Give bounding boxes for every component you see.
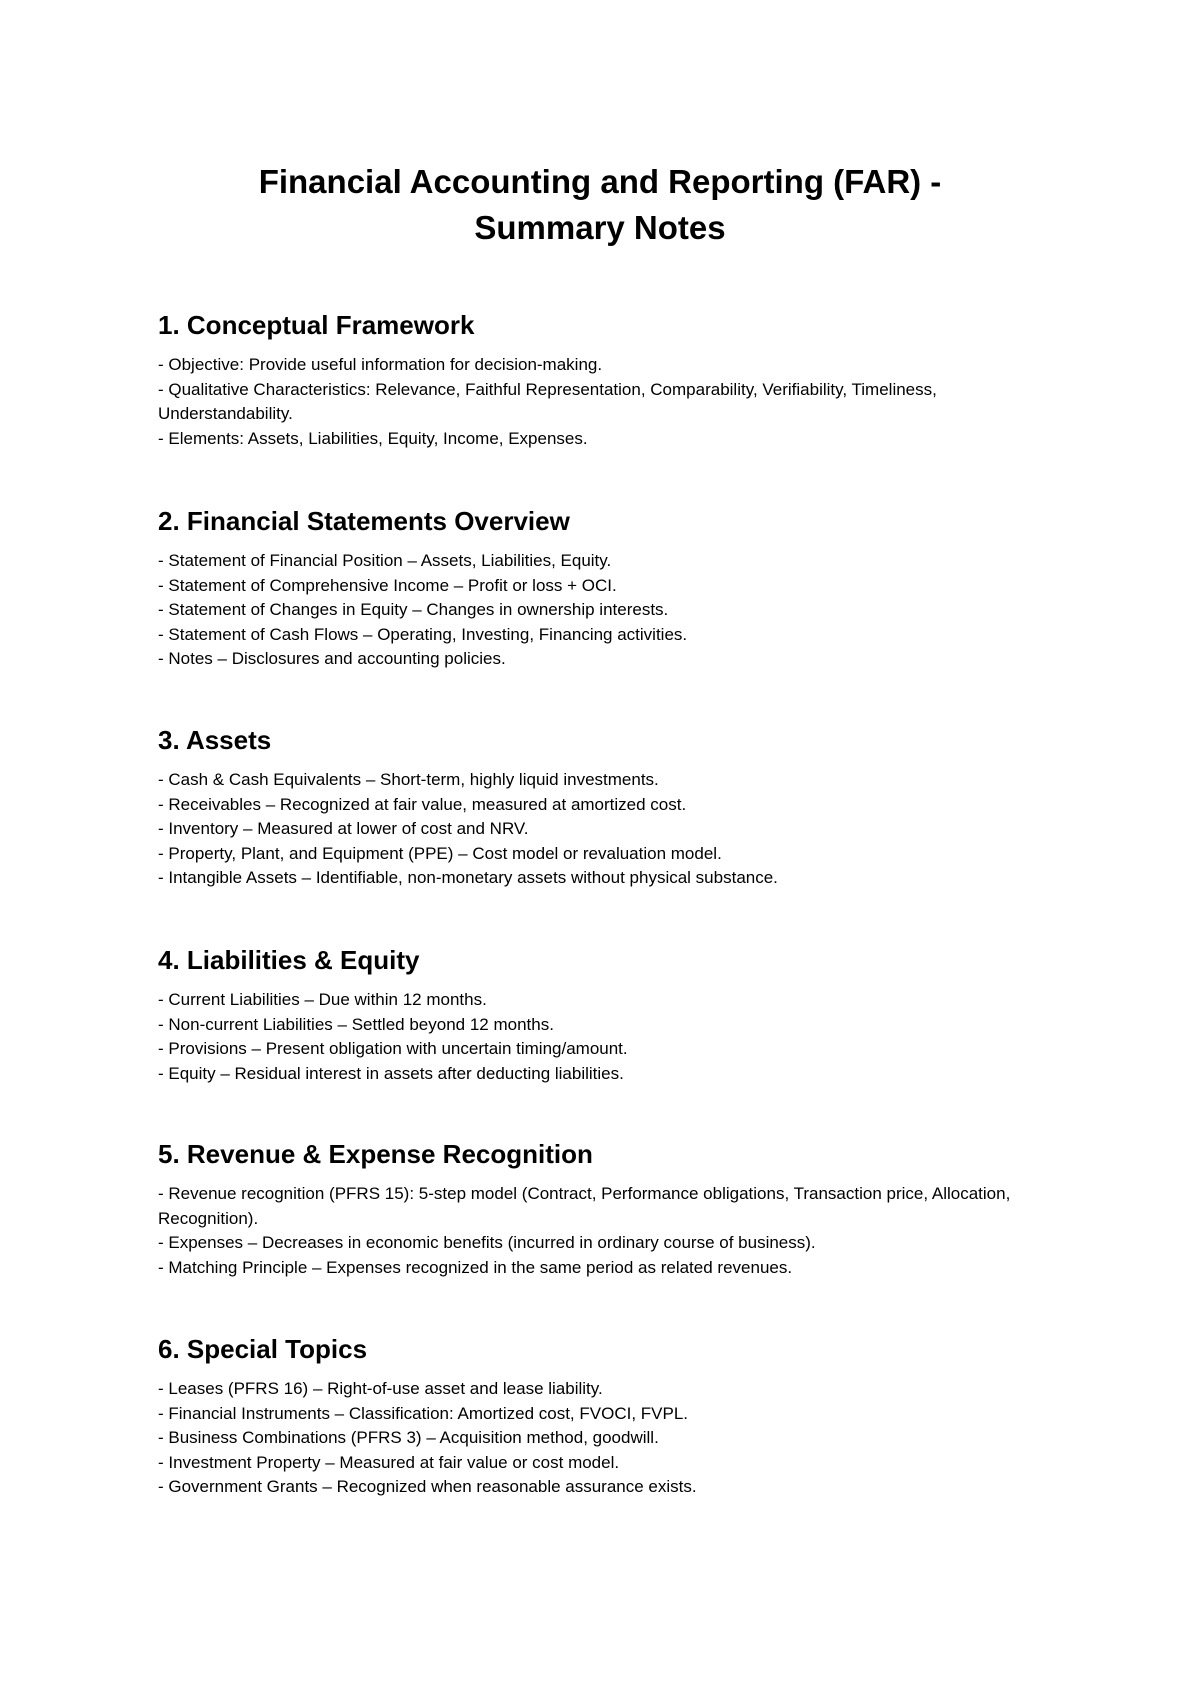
list-item: - Statement of Changes in Equity – Changes in ownership interests.	[158, 600, 669, 619]
section-heading: 5. Revenue & Expense Recognition	[158, 1139, 593, 1169]
list-item: - Government Grants – Recognized when reasonable assurance exists.	[158, 1477, 697, 1496]
list-item: - Statement of Cash Flows – Operating, Investing, Financing activities.	[158, 624, 688, 644]
list-item: - Matching Principle – Expenses recognized in the same period as related revenues.	[158, 1257, 793, 1277]
list-item: - Investment Property – Measured at fair value or cost model.	[158, 1452, 620, 1472]
list-item: - Cash & Cash Equivalents – Short-term, highly liquid investments.	[158, 770, 659, 789]
list-item: - Statement of Comprehensive Income – Profit or loss + OCI.	[158, 575, 617, 595]
list-item: - Financial Instruments – Classification: Amortized cost, FVOCI, FVPL.	[158, 1403, 689, 1423]
list-item: - Leases (PFRS 16) – Right-of-use asset and lease liability.	[158, 1379, 603, 1398]
section-special-topics	[158, 1333, 1038, 1500]
list-item: - Business Combinations (PFRS 3) – Acquisition method, goodwill.	[158, 1428, 659, 1447]
list-item: - Current Liabilities – Due within 12 months.	[158, 990, 487, 1009]
list-item: - Equity – Residual interest in assets after deducting liabilities.	[158, 1063, 624, 1083]
section-financial-statements-overview	[158, 505, 1038, 672]
document-title-line-1: Financial Accounting and Reporting (FAR) -	[258, 163, 942, 200]
section-heading: 3. Assets	[158, 725, 272, 755]
list-item: - Inventory – Measured at lower of cost and NRV.	[158, 819, 529, 838]
list-item: - Elements: Assets, Liabilities, Equity, Income, Expenses.	[158, 428, 588, 448]
section-conceptual-framework	[158, 309, 1038, 451]
list-item: - Statement of Financial Position – Assets, Liabilities, Equity.	[158, 551, 612, 570]
section-heading: 4. Liabilities & Equity	[158, 945, 420, 975]
list-item: - Revenue recognition (PFRS 15): 5-step model (Contract, Performance obligations, Transaction price, Allocation, Recognition).	[158, 1184, 1011, 1228]
section-liabilities-equity	[158, 944, 1038, 1086]
list-item: - Objective: Provide useful information for decision-making.	[158, 355, 603, 374]
document-title	[150, 159, 1050, 251]
section-assets	[158, 724, 1038, 891]
list-item: - Expenses – Decreases in economic benefits (incurred in ordinary course of business).	[158, 1233, 816, 1252]
list-item: - Non-current Liabilities – Settled beyond 12 months.	[158, 1014, 554, 1034]
section-heading: 1. Conceptual Framework	[158, 310, 475, 340]
section-revenue-expense-recognition	[158, 1138, 1038, 1280]
list-item: - Intangible Assets – Identifiable, non-monetary assets without physical substance.	[158, 868, 778, 887]
list-item: - Provisions – Present obligation with uncertain timing/amount.	[158, 1039, 628, 1058]
list-item: - Notes – Disclosures and accounting policies.	[158, 649, 506, 668]
list-item: - Property, Plant, and Equipment (PPE) – Cost model or revaluation model.	[158, 843, 722, 863]
list-item: - Qualitative Characteristics: Relevance, Faithful Representation, Comparability, Verifiability, Timeliness, Understandability.	[158, 379, 937, 423]
section-heading: 6. Special Topics	[158, 1334, 368, 1364]
document-title-line-2: Summary Notes	[474, 209, 726, 246]
section-heading: 2. Financial Statements Overview	[158, 506, 570, 536]
list-item: - Receivables – Recognized at fair value, measured at amortized cost.	[158, 794, 687, 814]
